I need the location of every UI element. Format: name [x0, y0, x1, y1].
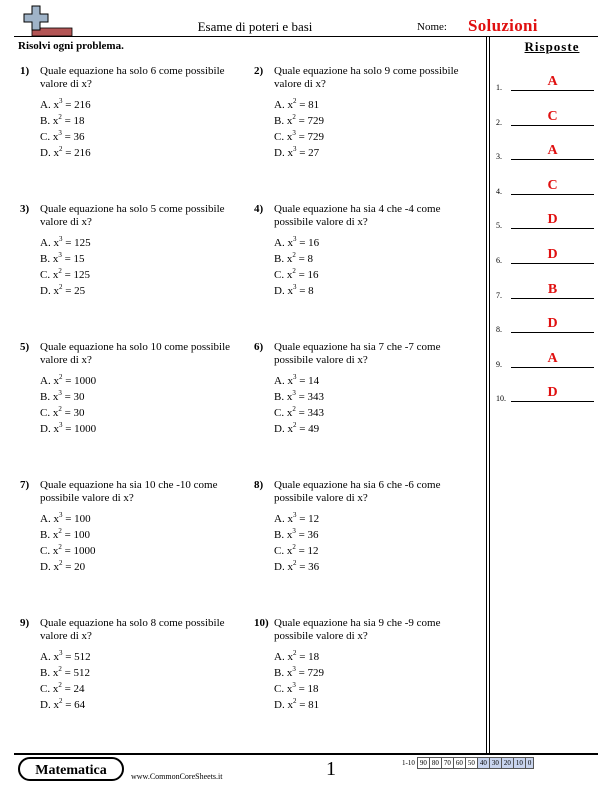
option-list [40, 649, 246, 713]
option-label: A. x [40, 99, 59, 111]
option-exponent: 3 [292, 373, 297, 381]
question-number: 2) [254, 65, 264, 77]
option-value: = 20 [62, 561, 86, 573]
answer-value: B [547, 281, 558, 297]
option-value: = 729 [295, 667, 325, 679]
answer-number: 6. [496, 256, 502, 265]
footer-logo: Matematica [18, 757, 124, 781]
answer-number: 9. [496, 359, 502, 369]
option-value: = 15 [61, 253, 85, 265]
question-1 [20, 65, 246, 161]
option-value: = 100 [62, 513, 91, 525]
option-value: = 8 [295, 253, 314, 265]
question-8 [254, 479, 480, 575]
option-exponent: 2 [58, 283, 63, 291]
option-value: = 16 [296, 237, 320, 249]
option-value: = 36 [296, 561, 320, 573]
option [274, 283, 480, 299]
answer-number: 7. [496, 290, 502, 300]
option-list [274, 235, 480, 299]
answer-number: 5. [496, 221, 502, 231]
score-cell: 90 [417, 758, 429, 769]
footer-rule [14, 753, 598, 755]
option-exponent: 3 [292, 283, 297, 291]
option [40, 405, 246, 421]
question-number: 4) [254, 203, 264, 215]
answer-line [511, 90, 594, 91]
option-exponent: 2 [292, 421, 297, 429]
option-label: D. x [40, 147, 59, 159]
option-exponent: 2 [292, 697, 297, 705]
option-label: C. x [274, 269, 293, 281]
option-value: = 14 [296, 375, 320, 387]
option-label: A. x [40, 513, 59, 525]
option-label: D. x [40, 285, 59, 297]
option-exponent: 3 [58, 251, 62, 259]
option-exponent: 3 [292, 527, 296, 535]
question-text: Quale equazione ha sia 9 che -9 come possibile valore di x? [274, 617, 441, 642]
option-exponent: 2 [58, 113, 62, 121]
answer-line [511, 125, 594, 126]
answer-row [496, 145, 596, 161]
question-text: Quale equazione ha solo 10 come possibile valore di x? [40, 341, 231, 366]
option [40, 267, 246, 283]
question-number: 5) [20, 341, 30, 353]
option [40, 421, 246, 437]
question-text: Quale equazione ha solo 9 come possibile valore di x? [274, 65, 459, 90]
option-exponent: 2 [292, 405, 296, 413]
option-exponent: 2 [292, 543, 296, 551]
answer-line [511, 228, 594, 229]
option-label: B. x [40, 391, 59, 403]
question-text: Quale equazione ha solo 6 come possibile valore di x? [40, 65, 225, 90]
option-value: = 729 [295, 115, 325, 127]
score-cell: 0 [525, 758, 534, 769]
logo-icon [20, 4, 80, 38]
option-exponent: 2 [58, 681, 62, 689]
option-list [274, 511, 480, 575]
answer-row [496, 214, 596, 230]
option-value: = 27 [296, 147, 320, 159]
option-label: B. x [274, 253, 293, 265]
option [40, 697, 246, 713]
option [274, 665, 480, 681]
question-text: Quale equazione ha sia 4 che -4 come possibile valore di x? [274, 203, 441, 228]
option [274, 145, 480, 161]
option-value: = 36 [61, 131, 85, 143]
option [274, 697, 480, 713]
option-label: A. x [274, 651, 293, 663]
score-cell: 40 [477, 758, 489, 769]
answer-line [511, 298, 594, 299]
option-value: = 49 [296, 423, 320, 435]
option-label: A. x [40, 237, 59, 249]
score-cell: 80 [429, 758, 441, 769]
option-exponent: 3 [292, 145, 297, 153]
option-exponent: 3 [292, 681, 296, 689]
option-exponent: 2 [58, 527, 62, 535]
option-label: C. x [40, 131, 59, 143]
question-number: 9) [20, 617, 30, 629]
option-label: D. x [274, 561, 293, 573]
option-value: = 12 [296, 513, 320, 525]
option-value: = 343 [295, 391, 325, 403]
option-value: = 343 [295, 407, 325, 419]
answer-value: A [547, 143, 558, 159]
answer-number: 8. [496, 325, 502, 335]
option-label: B. x [274, 529, 293, 541]
option-exponent: 3 [58, 389, 62, 397]
answer-number: 3. [496, 152, 502, 162]
question-text: Quale equazione ha sia 7 che -7 come possibile valore di x? [274, 341, 441, 366]
instructions: Risolvi ogni problema. [18, 40, 124, 52]
score-cell: 10 [513, 758, 525, 769]
option-value: = 25 [62, 285, 86, 297]
option-value: = 12 [295, 545, 319, 557]
option-exponent: 3 [292, 129, 296, 137]
question-3 [20, 203, 246, 299]
option-value: = 125 [62, 237, 91, 249]
option-value: = 81 [296, 99, 320, 111]
option-exponent: 2 [58, 697, 63, 705]
question-5 [20, 341, 246, 437]
option-label: A. x [274, 99, 293, 111]
answer-value: D [547, 212, 558, 228]
answer-row [496, 177, 596, 196]
answer-line [511, 263, 594, 264]
option-label: A. x [274, 513, 293, 525]
option-label: A. x [40, 651, 59, 663]
answer-row [496, 350, 596, 369]
option-list [274, 649, 480, 713]
question-number: 6) [254, 341, 264, 353]
option-label: B. x [274, 391, 293, 403]
question-6 [254, 341, 480, 437]
answer-number: 10. [496, 394, 506, 404]
option-value: = 36 [295, 529, 319, 541]
option-value: = 729 [295, 131, 325, 143]
option [274, 527, 480, 543]
option [40, 681, 246, 697]
score-cell: 30 [489, 758, 501, 769]
option-label: C. x [274, 407, 293, 419]
option-exponent: 3 [292, 665, 296, 673]
option-value: = 30 [61, 407, 85, 419]
answer-number: 2. [496, 117, 502, 127]
option-label: D. x [274, 147, 293, 159]
score-cell: 60 [453, 758, 465, 769]
question-9 [20, 617, 246, 713]
answers-title: Risposte [524, 39, 580, 54]
answer-row [496, 281, 596, 300]
option [40, 543, 246, 559]
option [40, 373, 246, 389]
option-list [40, 97, 246, 161]
question-2 [254, 65, 480, 161]
name-value: Soluzioni [468, 16, 538, 35]
answer-row [496, 108, 596, 127]
option-exponent: 2 [292, 113, 296, 121]
option-label: C. x [274, 545, 293, 557]
option-label: D. x [40, 561, 59, 573]
answer-line [511, 401, 594, 402]
question-text: Quale equazione ha solo 8 come possibile valore di x? [40, 617, 225, 642]
option [274, 113, 480, 129]
option-exponent: 2 [58, 665, 62, 673]
answer-row [496, 249, 596, 265]
option-list [40, 235, 246, 299]
option-label: B. x [40, 115, 59, 127]
option-value: = 1000 [62, 375, 97, 387]
option-exponent: 2 [292, 251, 296, 259]
answer-number: 4. [496, 186, 502, 196]
option-exponent: 2 [292, 559, 297, 567]
option-value: = 125 [61, 269, 91, 281]
option-exponent: 3 [58, 421, 63, 429]
option-label: D. x [274, 285, 293, 297]
option-list [40, 373, 246, 437]
answer-value: D [547, 385, 558, 401]
option-value: = 18 [296, 651, 320, 663]
option-label: D. x [40, 699, 59, 711]
option-exponent: 2 [58, 543, 62, 551]
option-exponent: 3 [58, 129, 62, 137]
option-value: = 64 [62, 699, 86, 711]
option-label: B. x [40, 667, 59, 679]
score-cell: 50 [465, 758, 477, 769]
question-number: 1) [20, 65, 30, 77]
option-label: A. x [274, 237, 293, 249]
option-value: = 512 [61, 667, 91, 679]
option-exponent: 3 [58, 235, 63, 243]
option [40, 389, 246, 405]
score-table [400, 757, 534, 769]
answer-value: C [547, 177, 558, 193]
answer-row [496, 318, 596, 334]
option-value: = 81 [296, 699, 320, 711]
option-exponent: 3 [292, 511, 297, 519]
answer-value: D [547, 316, 558, 332]
option [274, 235, 480, 251]
option [40, 97, 246, 113]
option-label: C. x [40, 683, 59, 695]
option-exponent: 2 [292, 649, 297, 657]
option [274, 389, 480, 405]
option-exponent: 2 [58, 373, 63, 381]
option-exponent: 2 [58, 267, 62, 275]
option [40, 129, 246, 145]
question-number: 3) [20, 203, 30, 215]
column-divider [486, 37, 487, 753]
option-label: C. x [274, 131, 293, 143]
answer-value: C [547, 108, 558, 124]
option-label: C. x [40, 269, 59, 281]
option-exponent: 3 [58, 97, 63, 105]
option-label: C. x [40, 545, 59, 557]
answer-line [511, 332, 594, 333]
answer-value: A [547, 74, 558, 89]
option [40, 235, 246, 251]
option [274, 559, 480, 575]
option-exponent: 2 [292, 267, 296, 275]
question-text: Quale equazione ha sia 10 che -10 come possibile valore di x? [40, 479, 218, 504]
option [274, 405, 480, 421]
option-value: = 512 [62, 651, 91, 663]
option-value: = 216 [62, 147, 91, 159]
option-exponent: 3 [58, 649, 63, 657]
option-label: C. x [40, 407, 59, 419]
answer-line [511, 367, 594, 368]
footer-website: www.CommonCoreSheets.it [131, 772, 223, 781]
option-exponent: 2 [58, 559, 63, 567]
name-label: Nome: [417, 21, 447, 33]
option [40, 559, 246, 575]
option [40, 113, 246, 129]
answer-line [511, 159, 594, 160]
option-value: = 18 [61, 115, 85, 127]
option [274, 129, 480, 145]
page-number: 1 [326, 758, 336, 780]
answer-line [511, 194, 594, 195]
option-exponent: 3 [292, 235, 297, 243]
question-text: Quale equazione ha solo 5 come possibile valore di x? [40, 203, 225, 228]
option-exponent: 2 [58, 405, 62, 413]
option [274, 681, 480, 697]
option [40, 251, 246, 267]
option-list [274, 373, 480, 437]
option-label: D. x [274, 423, 293, 435]
answer-number: 1. [496, 83, 502, 92]
option-value: = 100 [61, 529, 91, 541]
option [274, 97, 480, 113]
option-label: A. x [40, 375, 59, 387]
option-value: = 8 [296, 285, 314, 297]
page-title: Esame di poteri e basi [197, 19, 313, 34]
option-label: B. x [40, 529, 59, 541]
option [274, 373, 480, 389]
option [274, 511, 480, 527]
option-list [40, 511, 246, 575]
option-exponent: 2 [58, 145, 63, 153]
score-label: 1-10 [402, 759, 415, 767]
option [40, 665, 246, 681]
option-label: B. x [274, 667, 293, 679]
option-list [274, 97, 480, 161]
option-value: = 216 [62, 99, 91, 111]
score-cell: 20 [501, 758, 513, 769]
option-label: D. x [274, 699, 293, 711]
option [40, 527, 246, 543]
answer-value: D [547, 247, 558, 262]
option-label: B. x [40, 253, 59, 265]
header-rule [14, 36, 598, 37]
option [274, 251, 480, 267]
option [274, 421, 480, 437]
score-cell: 70 [441, 758, 453, 769]
answer-row [496, 76, 596, 92]
option-value: = 18 [295, 683, 319, 695]
column-divider [489, 37, 490, 753]
option [40, 145, 246, 161]
option-value: = 1000 [62, 423, 97, 435]
option-exponent: 3 [292, 389, 296, 397]
option [40, 511, 246, 527]
option-label: B. x [274, 115, 293, 127]
option [40, 283, 246, 299]
option-exponent: 3 [58, 511, 63, 519]
option-value: = 16 [295, 269, 319, 281]
option [274, 267, 480, 283]
question-10 [254, 617, 480, 713]
answer-value: A [547, 350, 558, 366]
option-value: = 24 [61, 683, 85, 695]
option-label: C. x [274, 683, 293, 695]
question-7 [20, 479, 246, 575]
question-4 [254, 203, 480, 299]
question-number: 7) [20, 479, 30, 491]
option [274, 649, 480, 665]
option-label: D. x [40, 423, 59, 435]
question-number: 10) [254, 617, 269, 629]
option [40, 649, 246, 665]
option [274, 543, 480, 559]
question-text: Quale equazione ha sia 6 che -6 come possibile valore di x? [274, 479, 441, 504]
question-number: 8) [254, 479, 264, 491]
option-value: = 1000 [61, 545, 96, 557]
option-label: A. x [274, 375, 293, 387]
answer-row [496, 387, 596, 403]
option-value: = 30 [61, 391, 85, 403]
option-exponent: 2 [292, 97, 297, 105]
